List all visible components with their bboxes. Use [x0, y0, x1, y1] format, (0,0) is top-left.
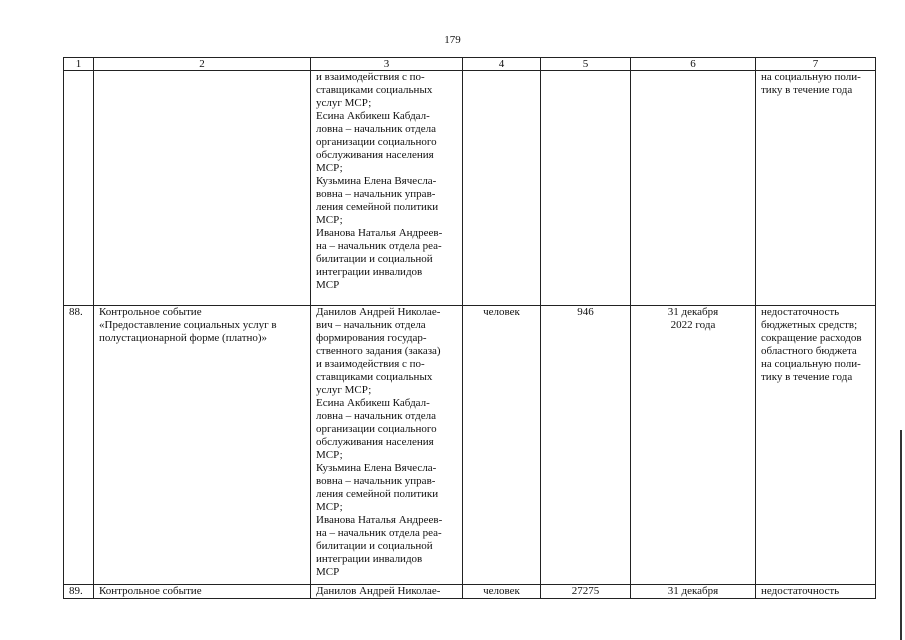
date-line: 31 декабря [667, 306, 719, 318]
responsible-line: Иванова Наталья Андреев- [316, 514, 443, 526]
responsible-line: организации социального [316, 423, 437, 435]
page-number: 179 [444, 34, 461, 46]
event-line: «Предоставление социальных услуг в [99, 319, 277, 331]
responsible-line: ловна – начальник отдела [316, 410, 437, 422]
responsible-line: билитации и социальной [316, 540, 433, 552]
column-header: 3 [311, 58, 463, 71]
unit-cell: человек [463, 585, 541, 599]
responsible-cell [311, 585, 463, 599]
risks-line: сокращение расходов [761, 332, 862, 344]
responsible-line: Данилов Андрей Николае- [316, 585, 441, 597]
responsible-line: ственного задания (заказа) [316, 345, 441, 357]
table-row [64, 585, 876, 599]
responsible-cell [311, 71, 463, 306]
value-cell: 946 [541, 306, 631, 585]
responsible-line: ставщиками социальных [316, 84, 433, 96]
responsible-line: интеграции инвалидов [316, 266, 423, 278]
risks-line: бюджетных средств; [761, 319, 858, 331]
event-line: Контрольное событие [99, 306, 202, 318]
risks-line: на социальную поли- [761, 71, 861, 83]
scan-edge-line [900, 430, 902, 640]
responsible-line: Есина Акбикеш Кабдал- [316, 110, 430, 122]
risks-cell [756, 306, 876, 585]
responsible-line: Кузьмина Елена Вячесла- [316, 175, 437, 187]
responsible-line: Кузьмина Елена Вячесла- [316, 462, 437, 474]
event-line: полустационарной форме (платно)» [99, 332, 268, 344]
responsible-line: МСР; [316, 501, 343, 513]
responsible-line: вовна – начальник управ- [316, 188, 436, 200]
responsible-line: обслуживания населения [316, 436, 434, 448]
responsible-line: ления семейной политики [316, 488, 439, 500]
event-cell [94, 306, 311, 585]
risks-line: недостаточность [761, 585, 840, 597]
responsible-line: организации социального [316, 136, 437, 148]
value-cell: 27275 [541, 585, 631, 599]
date-cell [631, 585, 756, 599]
risks-line: на социальную поли- [761, 358, 861, 370]
responsible-line: Есина Акбикеш Кабдал- [316, 397, 430, 409]
date-line: 31 декабря [667, 585, 719, 597]
event-cell [94, 71, 311, 306]
column-header: 6 [631, 58, 756, 71]
row-number-cell: 89. [64, 585, 94, 599]
responsible-line: Иванова Наталья Андреев- [316, 227, 443, 239]
responsible-line: МСР; [316, 214, 343, 226]
responsible-line: МСР; [316, 162, 343, 174]
table-row [64, 306, 876, 585]
column-header: 7 [756, 58, 876, 71]
responsible-line: ловна – начальник отдела [316, 123, 437, 135]
date-line: 2022 года [670, 319, 716, 331]
table-row [64, 71, 876, 306]
responsible-line: ления семейной политики [316, 201, 439, 213]
risks-line: недостаточность [761, 306, 840, 318]
risks-line: областного бюджета [761, 345, 857, 357]
risks-line: тику в течение года [761, 84, 853, 96]
risks-cell [756, 585, 876, 599]
row-number-cell [64, 71, 94, 306]
column-header: 1 [64, 58, 94, 71]
column-header: 2 [94, 58, 311, 71]
responsible-line: интеграции инвалидов [316, 553, 423, 565]
responsible-line: формирования государ- [316, 332, 427, 344]
responsible-line: Данилов Андрей Николае- [316, 306, 441, 318]
unit-cell: человек [463, 306, 541, 585]
responsible-line: на – начальник отдела реа- [316, 527, 442, 539]
responsible-line: ставщиками социальных [316, 371, 433, 383]
event-cell [94, 585, 311, 599]
responsible-line: вовна – начальник управ- [316, 475, 436, 487]
date-cell [631, 306, 756, 585]
value-cell [541, 71, 631, 306]
responsible-line: МСР [316, 279, 340, 291]
row-number-cell: 88. [64, 306, 94, 585]
responsible-line: на – начальник отдела реа- [316, 240, 442, 252]
date-cell [631, 71, 756, 306]
event-line: Контрольное событие [99, 585, 202, 597]
table-header-row [64, 58, 876, 71]
responsible-line: МСР; [316, 449, 343, 461]
responsible-line: и взаимодействия с по- [316, 71, 425, 83]
responsible-cell [311, 306, 463, 585]
responsible-line: услуг МСР; [316, 384, 372, 396]
risks-cell [756, 71, 876, 306]
risks-line: тику в течение года [761, 371, 853, 383]
responsible-line: билитации и социальной [316, 253, 433, 265]
responsible-line: обслуживания населения [316, 149, 434, 161]
responsible-line: вич – начальник отдела [316, 319, 426, 331]
column-header: 4 [463, 58, 541, 71]
column-header: 5 [541, 58, 631, 71]
responsible-line: и взаимодействия с по- [316, 358, 425, 370]
schedule-table [63, 57, 876, 599]
responsible-line: услуг МСР; [316, 97, 372, 109]
responsible-line: МСР [316, 566, 340, 578]
unit-cell [463, 71, 541, 306]
